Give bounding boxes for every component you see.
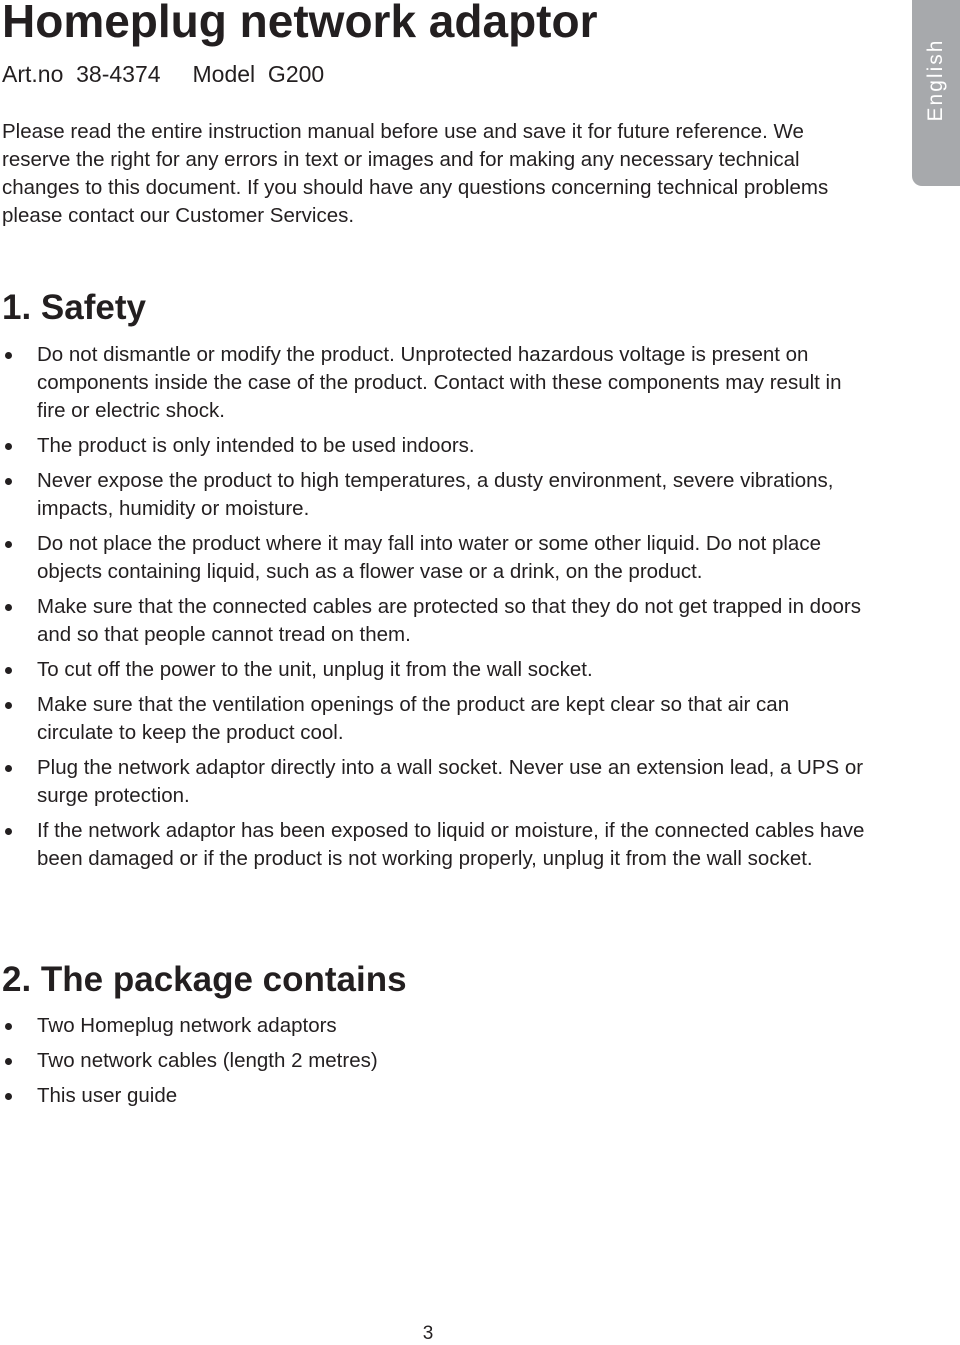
- list-item: Two network cables (length 2 metres): [0, 1047, 870, 1075]
- list-item: Plug the network adaptor directly into a wall socket. Never use an extension lead, a UPS or surge protection.: [0, 754, 870, 810]
- language-tab-label: English: [924, 38, 947, 122]
- list-item: If the network adaptor has been exposed to liquid or moisture, if the connected cables have been damaged or if the product is not working properly, unplug it from the wall socket.: [0, 817, 870, 873]
- package-heading: 2. The package contains: [2, 960, 407, 999]
- page-number: 3: [422, 1323, 434, 1344]
- list-item: Make sure that the connected cables are protected so that they do not get trapped in doors and so that people cannot tread on them.: [0, 593, 870, 649]
- intro-paragraph: Please read the entire instruction manual before use and save it for future reference. We reserve the right for any errors in text or images and for making any necessary technical changes to this document. If you should have any questions concerning technical problems please contact our Customer Services.: [2, 120, 829, 227]
- list-item: Do not place the product where it may fall into water or some other liquid. Do not place objects containing liquid, such as a flower vase or a drink, on the product.: [0, 530, 870, 586]
- safety-heading: 1. Safety: [2, 288, 146, 327]
- list-item: Two Homeplug network adaptors: [0, 1012, 870, 1040]
- list-item: To cut off the power to the unit, unplug it from the wall socket.: [0, 656, 870, 684]
- document-title: Homeplug network adaptor: [2, 0, 598, 47]
- list-item: Never expose the product to high temperatures, a dusty environment, severe vibrations, impacts, humidity or moisture.: [0, 467, 870, 523]
- list-item: This user guide: [0, 1082, 870, 1110]
- list-item: Make sure that the ventilation openings of the product are kept clear so that air can circulate to keep the product cool.: [0, 691, 870, 747]
- language-tab: [912, 0, 960, 186]
- package-list: [0, 1012, 870, 1117]
- list-item: Do not dismantle or modify the product. Unprotected hazardous voltage is present on components inside the case of the product. Contact with these components may result in fire or electric shock.: [0, 341, 870, 425]
- safety-list: [0, 341, 870, 880]
- article-model-line: Art.no 38-4374 Model G200: [2, 61, 325, 87]
- list-item: The product is only intended to be used indoors.: [0, 432, 870, 460]
